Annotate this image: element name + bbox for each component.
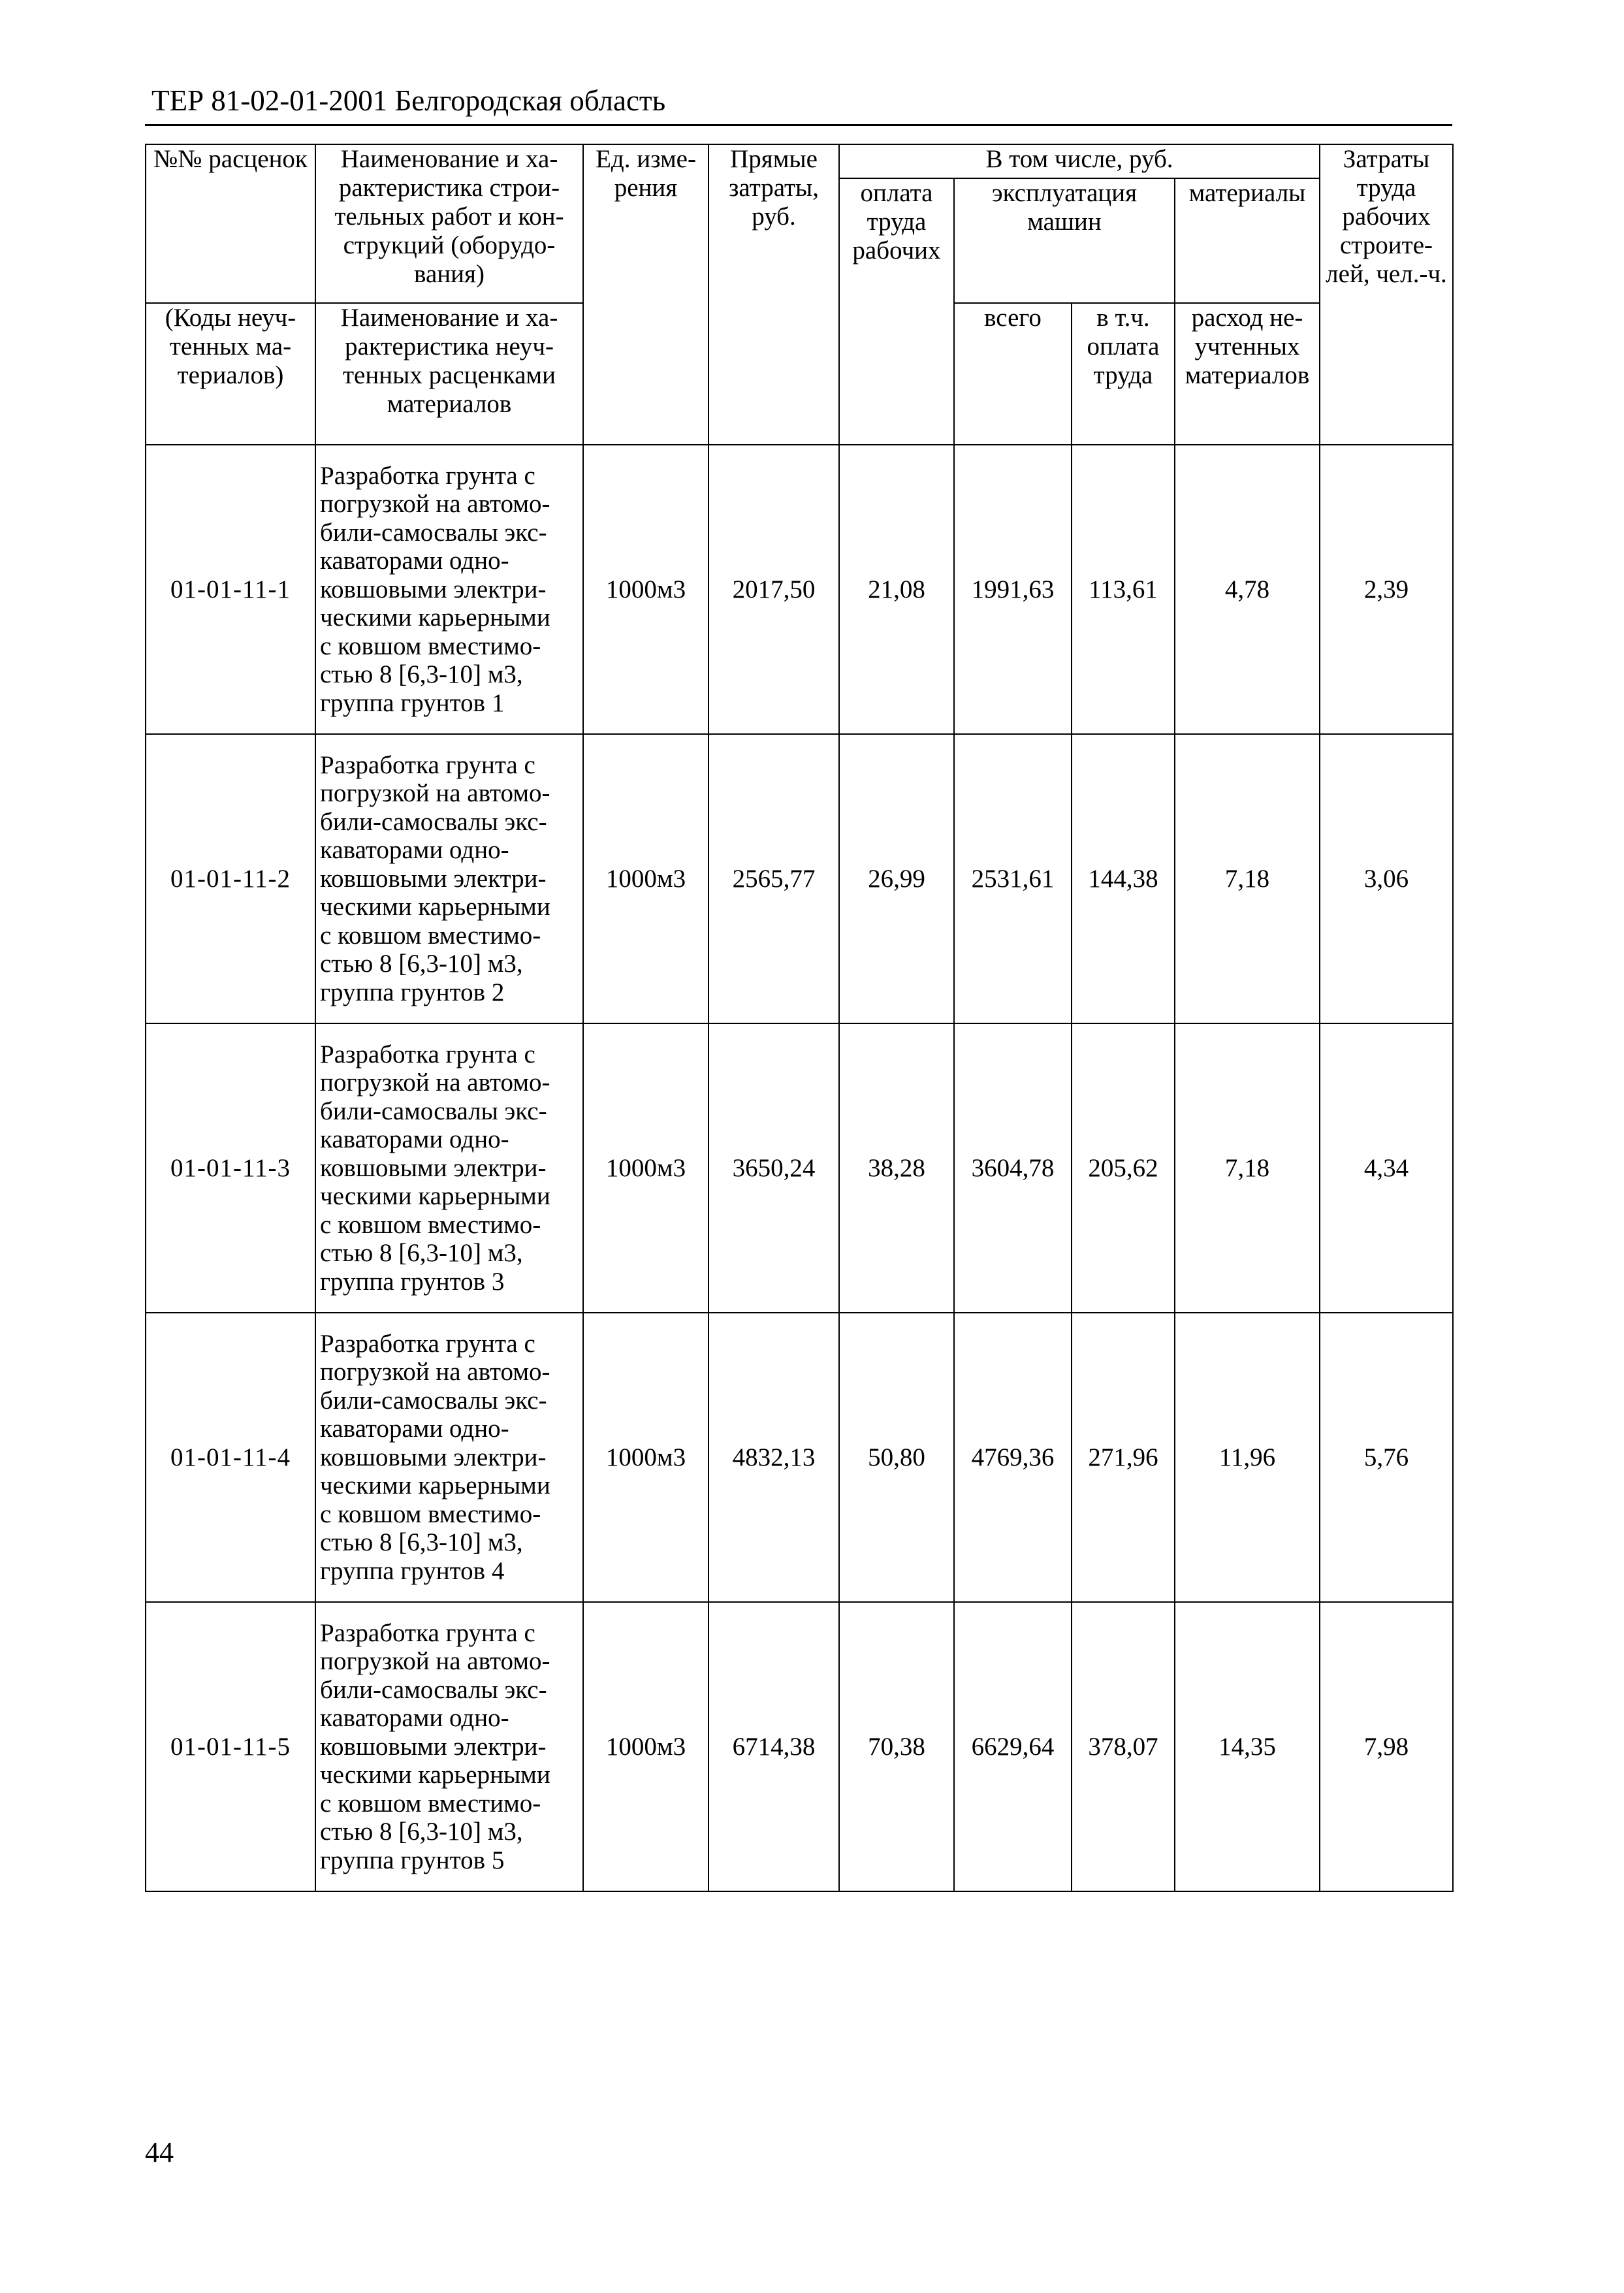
direct-costs: 2017,50 [709, 445, 839, 734]
materials-cost: 14,35 [1175, 1602, 1320, 1891]
table-header [146, 144, 1453, 445]
machines-labor-pay: 378,07 [1072, 1602, 1175, 1891]
description-line: погрузкой на автомо- [320, 1358, 550, 1387]
header-labor-cost: Затраты труда рабочих строите-лей, чел.-ч. [1320, 144, 1453, 445]
direct-costs: 4832,13 [709, 1313, 839, 1602]
machines-labor-pay: 205,62 [1072, 1023, 1175, 1313]
description-line: погрузкой на автомо- [320, 1647, 550, 1676]
description-line: ческими карьерными [320, 1471, 550, 1500]
unit-of-measure: 1000м3 [583, 734, 709, 1023]
description-line: били-самосвалы экс- [320, 1386, 547, 1415]
unit-of-measure: 1000м3 [583, 1023, 709, 1313]
labor-pay: 21,08 [839, 445, 954, 734]
labor-cost: 3,06 [1320, 734, 1453, 1023]
unit-of-measure: 1000м3 [583, 445, 709, 734]
machines-labor-pay: 271,96 [1072, 1313, 1175, 1602]
machines-total: 1991,63 [954, 445, 1072, 734]
description-line: стью 8 [6,3-10] м3, [320, 660, 523, 689]
header-machines-total: всего [954, 303, 1072, 445]
description-line: стью 8 [6,3-10] м3, [320, 1239, 523, 1268]
direct-costs: 2565,77 [709, 734, 839, 1023]
header-materials: материалы [1175, 178, 1320, 303]
table-row [146, 1313, 1453, 1602]
unit-of-measure: 1000м3 [583, 1313, 709, 1602]
table-row [146, 1023, 1453, 1313]
description-line: ковшовыми электри- [320, 575, 547, 603]
description-line: ческими карьерными [320, 1761, 550, 1789]
description-line: ковшовыми электри- [320, 1732, 547, 1761]
header-labor-pay: оплата труда рабочих [839, 178, 954, 445]
description-line: ческими карьерными [320, 893, 550, 922]
labor-pay: 50,80 [839, 1313, 954, 1602]
labor-cost: 4,34 [1320, 1023, 1453, 1313]
table-row [146, 1602, 1453, 1891]
header-name-alt: Наименование и ха-рактеристика неуч-тенных расценками материалов [315, 303, 583, 445]
materials-cost: 7,18 [1175, 1023, 1320, 1313]
work-description [315, 1602, 583, 1891]
labor-cost: 7,98 [1320, 1602, 1453, 1891]
labor-pay: 38,28 [839, 1023, 954, 1313]
description-line: били-самосвалы экс- [320, 1675, 547, 1704]
labor-cost: 2,39 [1320, 445, 1453, 734]
description-line: каваторами одно- [320, 1704, 509, 1733]
rate-code: 01-01-11-1 [146, 445, 315, 734]
description-line: били-самосвалы экс- [320, 1097, 547, 1125]
description-line: стью 8 [6,3-10] м3, [320, 1528, 523, 1557]
work-description [315, 734, 583, 1023]
machines-total: 3604,78 [954, 1023, 1072, 1313]
description-line: с ковшом вместимо- [320, 1789, 541, 1818]
header-unit: Ед. изме-рения [583, 144, 709, 445]
description-line: ковшовыми электри- [320, 1153, 547, 1182]
unit-of-measure: 1000м3 [583, 1602, 709, 1891]
description-line: ческими карьерными [320, 603, 550, 632]
rate-code: 01-01-11-4 [146, 1313, 315, 1602]
direct-costs: 6714,38 [709, 1602, 839, 1891]
header-name: Наименование и ха-рактеристика строи-тельных работ и кон-струкций (оборудо-вания) [315, 144, 583, 303]
description-line: ковшовыми электри- [320, 1443, 547, 1471]
work-description [315, 1313, 583, 1602]
description-line: Разработка грунта с [320, 750, 535, 779]
machines-labor-pay: 113,61 [1072, 445, 1175, 734]
labor-pay: 70,38 [839, 1602, 954, 1891]
description-line: каваторами одно- [320, 1415, 509, 1443]
rate-code: 01-01-11-2 [146, 734, 315, 1023]
header-code-alt: (Коды неуч-тенных ма-териалов) [146, 303, 315, 445]
description-line: группа грунтов 5 [320, 1846, 505, 1874]
materials-cost: 11,96 [1175, 1313, 1320, 1602]
header-code: №№ расценок [146, 144, 315, 303]
materials-cost: 4,78 [1175, 445, 1320, 734]
header-rule [145, 124, 1452, 126]
description-line: били-самосвалы экс- [320, 807, 547, 836]
description-line: стью 8 [6,3-10] м3, [320, 950, 523, 978]
description-line: ковшовыми электри- [320, 864, 547, 893]
page-header-title: ТЕР 81-02-01-2001 Белгородская область [151, 84, 666, 117]
description-line: группа грунтов 3 [320, 1267, 505, 1296]
description-line: Разработка грунта с [320, 1618, 535, 1647]
rates-table [145, 144, 1454, 1892]
table-body [146, 445, 1453, 1891]
machines-total: 6629,64 [954, 1602, 1072, 1891]
direct-costs: 3650,24 [709, 1023, 839, 1313]
header-machines-labor: в т.ч. оплата труда [1072, 303, 1175, 445]
description-line: с ковшом вместимо- [320, 1499, 541, 1528]
machines-total: 2531,61 [954, 734, 1072, 1023]
description-line: каваторами одно- [320, 836, 509, 865]
labor-pay: 26,99 [839, 734, 954, 1023]
description-line: каваторами одно- [320, 1125, 509, 1154]
description-line: Разработка грунта с [320, 1329, 535, 1358]
header-machines: эксплуатация машин [954, 178, 1175, 303]
description-line: Разработка грунта с [320, 1040, 535, 1068]
description-line: группа грунтов 2 [320, 978, 505, 1006]
table-row [146, 734, 1453, 1023]
machines-labor-pay: 144,38 [1072, 734, 1175, 1023]
description-line: Разработка грунта с [320, 461, 535, 490]
description-line: погрузкой на автомо- [320, 779, 550, 808]
description-line: ческими карьерными [320, 1182, 550, 1211]
table-row [146, 445, 1453, 734]
labor-cost: 5,76 [1320, 1313, 1453, 1602]
description-line: каваторами одно- [320, 547, 509, 575]
description-line: с ковшом вместимо- [320, 921, 541, 950]
work-description [315, 1023, 583, 1313]
description-line: стью 8 [6,3-10] м3, [320, 1818, 523, 1846]
rate-code: 01-01-11-5 [146, 1602, 315, 1891]
description-line: погрузкой на автомо- [320, 490, 550, 519]
header-direct-costs: Прямые затраты, руб. [709, 144, 839, 445]
description-line: с ковшом вместимо- [320, 1210, 541, 1239]
header-including: В том числе, руб. [839, 144, 1320, 178]
rate-code: 01-01-11-3 [146, 1023, 315, 1313]
materials-cost: 7,18 [1175, 734, 1320, 1023]
work-description [315, 445, 583, 734]
machines-total: 4769,36 [954, 1313, 1072, 1602]
header-row-1 [146, 144, 1453, 178]
description-line: с ковшом вместимо- [320, 632, 541, 660]
description-line: группа грунтов 4 [320, 1556, 505, 1585]
header-unaccounted-materials: расход не-учтенных материалов [1175, 303, 1320, 445]
page-number: 44 [145, 2136, 174, 2168]
description-line: погрузкой на автомо- [320, 1068, 550, 1097]
description-line: били-самосвалы экс- [320, 518, 547, 547]
description-line: группа грунтов 1 [320, 688, 505, 717]
